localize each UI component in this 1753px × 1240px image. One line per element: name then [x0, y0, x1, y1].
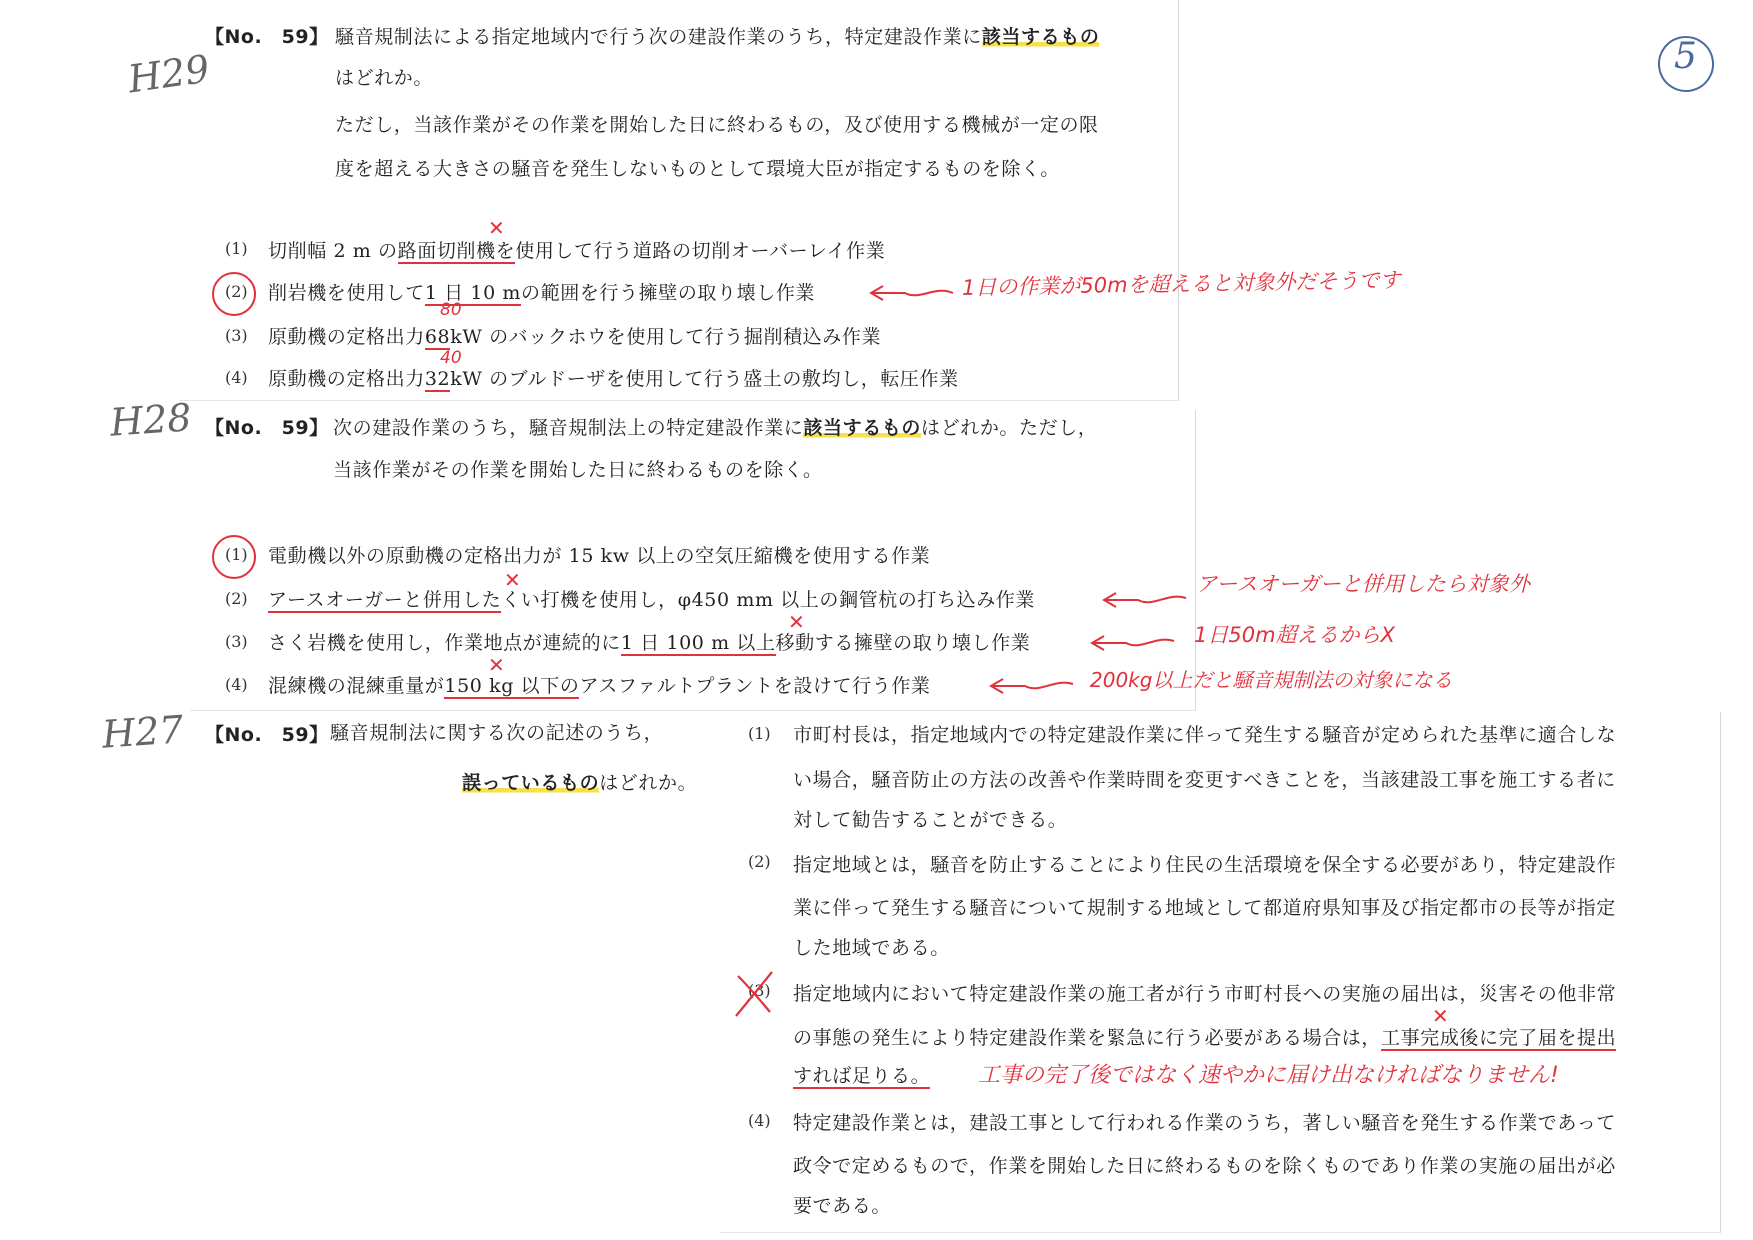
h27-option3-line1: 指定地域内において特定建設作業の施工者が行う市町村長への実施の届出は，災害その他非常: [793, 983, 1617, 1005]
h28-option4-arrow: [985, 676, 1075, 696]
h28-option3-x-mark: ✕: [788, 610, 805, 634]
h28-option1-text: 電動機以外の原動機の定格出力が 15 kw 以上の空気圧縮機を使用する作業: [268, 545, 931, 567]
h29-option4-text: 原動機の定格出力32kW のブルドーザを使用して行う盛土の敷均し，転圧作業: [268, 368, 959, 390]
h28-question-line2: 当該作業がその作業を開始した日に終わるものを除く。: [333, 459, 823, 481]
h28-option2-text: アースオーガーと併用したくい打機を使用し，φ450 mm 以上の鋼管杭の打ち込み作業: [268, 589, 1035, 611]
h27-option4-number: (4): [748, 1111, 771, 1130]
h27-option1-line1: 市町村長は，指定地域内での特定建設作業に伴って発生する騒音が定められた基準に適合しな: [793, 724, 1617, 746]
h27-option4-line1: 特定建設作業とは，建設工事として行われる作業のうち，著しい騒音を発生する作業であって: [793, 1112, 1617, 1134]
h28-option3-note: 1日50m超えるからX: [1194, 623, 1395, 647]
h28-option4-text: 混練機の混練重量が150 kg 以下のアスファルトプラントを設けて行う作業: [268, 675, 931, 697]
h29-option4-annotation: 40: [440, 348, 462, 368]
h29-option2-arrow: [865, 283, 955, 303]
h27-option2-line1: 指定地域とは，騒音を防止することにより住民の生活環境を保全する必要があり，特定建設作: [793, 854, 1617, 876]
h27-question-number: 【No. 59】: [205, 724, 329, 746]
h27-option3-number: (3): [748, 981, 771, 1000]
h29-question-line2: はどれか。: [335, 67, 434, 89]
h29-highlight: 該当するもの: [981, 26, 1100, 48]
h29-option3-underline: 68: [424, 326, 451, 348]
h27-option4-line3: 要である。: [793, 1195, 892, 1217]
h27-option3-underline: 工事完成後に完了届を提出: [1381, 1027, 1617, 1049]
h28-option2-note: アースオーガーと併用したら対象外: [1196, 572, 1530, 596]
h28-year-label: H28: [108, 395, 193, 445]
h28-option4-number: (4): [225, 675, 248, 694]
h27-highlight: 誤っているもの: [462, 772, 600, 794]
h29-year-label: H29: [125, 46, 213, 102]
h29-option1-text: 切削幅 2 m の路面切削機を使用して行う道路の切削オーバーレイ作業: [268, 240, 886, 262]
h29-question-line3: ただし，当該作業がその作業を開始した日に終わるもの，及び使用する機械が一定の限: [335, 114, 1099, 136]
h27-option1-line2: い場合，騒音防止の方法の改善や作業時間を変更すべきことを，当該建設工事を施工する者に: [793, 769, 1616, 791]
h27-option2-line3: した地域である。: [793, 937, 950, 959]
h27-option3-line2: の事態の発生により特定建設作業を緊急に行う必要がある場合は，工事完成後に完了届を提出: [793, 1027, 1617, 1049]
h27-option4-line2: 政令で定めるもので，作業を開始した日に終わるものを除くものであり作業の実施の届出が必: [793, 1155, 1616, 1177]
h27-option3-cross-mark: [730, 968, 778, 1020]
h27-option1-number: (1): [748, 724, 771, 743]
h28-option3-number: (3): [225, 632, 248, 651]
h27-year-label: H27: [100, 707, 185, 757]
h28-option3-underline: 1 日 100 m 以上: [620, 632, 776, 654]
h27-option3-line3: すれば足りる。: [793, 1065, 931, 1087]
h29-option2-number: (2): [225, 282, 248, 301]
h29-question-number: 【No. 59】: [205, 26, 329, 48]
h29-option2-underline: 1 日 10 m: [424, 282, 522, 304]
h29-option3-annotation: 80: [440, 300, 462, 320]
h29-option2-note: 1日の作業が50mを超えると対象外だそうです: [961, 268, 1401, 300]
h28-question-number: 【No. 59】: [205, 417, 329, 439]
h28-highlight: 該当するもの: [803, 417, 922, 439]
h27-option3-note: 工事の完了後ではなく速やかに届け出なければなりません!: [978, 1063, 1559, 1088]
h28-option2-number: (2): [225, 589, 248, 608]
h28-option2-underline: アースオーガーと併用した: [268, 589, 502, 611]
h27-option2-number: (2): [748, 852, 771, 871]
h28-option1-number: (1): [225, 545, 248, 564]
h29-option4-number: (4): [225, 368, 248, 387]
h29-option1-x-mark: ✕: [488, 216, 505, 240]
answer-number-mark: 5: [1674, 36, 1697, 77]
h27-option1-line3: 対して勧告することができる。: [793, 809, 1068, 831]
h27-option3-x-mark: ✕: [1432, 1004, 1449, 1028]
h29-question-line4: 度を超える大きさの騒音を発生しないものとして環境大臣が指定するものを除く。: [335, 158, 1060, 180]
h27-question-line2: 誤っているものはどれか。: [462, 772, 698, 794]
h27-option2-line2: 業に伴って発生する騒音について規制する地域として都道府県知事及び指定都市の長等が指定: [793, 897, 1616, 919]
h28-option2-x-mark: ✕: [504, 568, 521, 592]
h29-option1-underline: 路面切削機を: [397, 240, 516, 262]
h29-option3-text: 原動機の定格出力68kW のバックホウを使用して行う掘削積込み作業: [268, 326, 882, 348]
h29-option3-number: (3): [225, 326, 248, 345]
h29-question-line1: [335, 24, 1099, 50]
h28-option4-x-mark: ✕: [488, 653, 505, 677]
h28-option2-arrow: [1098, 590, 1188, 610]
h28-option4-note: 200kg以上だと騒音規制法の対象になる: [1090, 668, 1453, 692]
h28-option3-text: さく岩機を使用し，作業地点が連続的に1 日 100 m 以上移動する擁壁の取り壊し作業: [268, 632, 1031, 654]
h29-option1-number: (1): [225, 239, 248, 258]
h29-option4-underline: 32: [424, 368, 451, 390]
h27-question-line1: 騒音規制法に関する次の記述のうち，: [330, 722, 664, 744]
h28-option3-arrow: [1086, 633, 1176, 653]
h29-option2-text: 削岩機を使用して1 日 10 mの範囲を行う擁壁の取り壊し作業: [268, 282, 816, 304]
h29-question-text: 騒音規制法による指定地域内で行う次の建設作業のうち，特定建設作業に: [335, 26, 982, 48]
h28-question-line1: 次の建設作業のうち，騒音規制法上の特定建設作業に該当するものはどれか。ただし，: [333, 417, 1098, 439]
h28-option4-underline: 150 kg 以下の: [444, 675, 580, 697]
